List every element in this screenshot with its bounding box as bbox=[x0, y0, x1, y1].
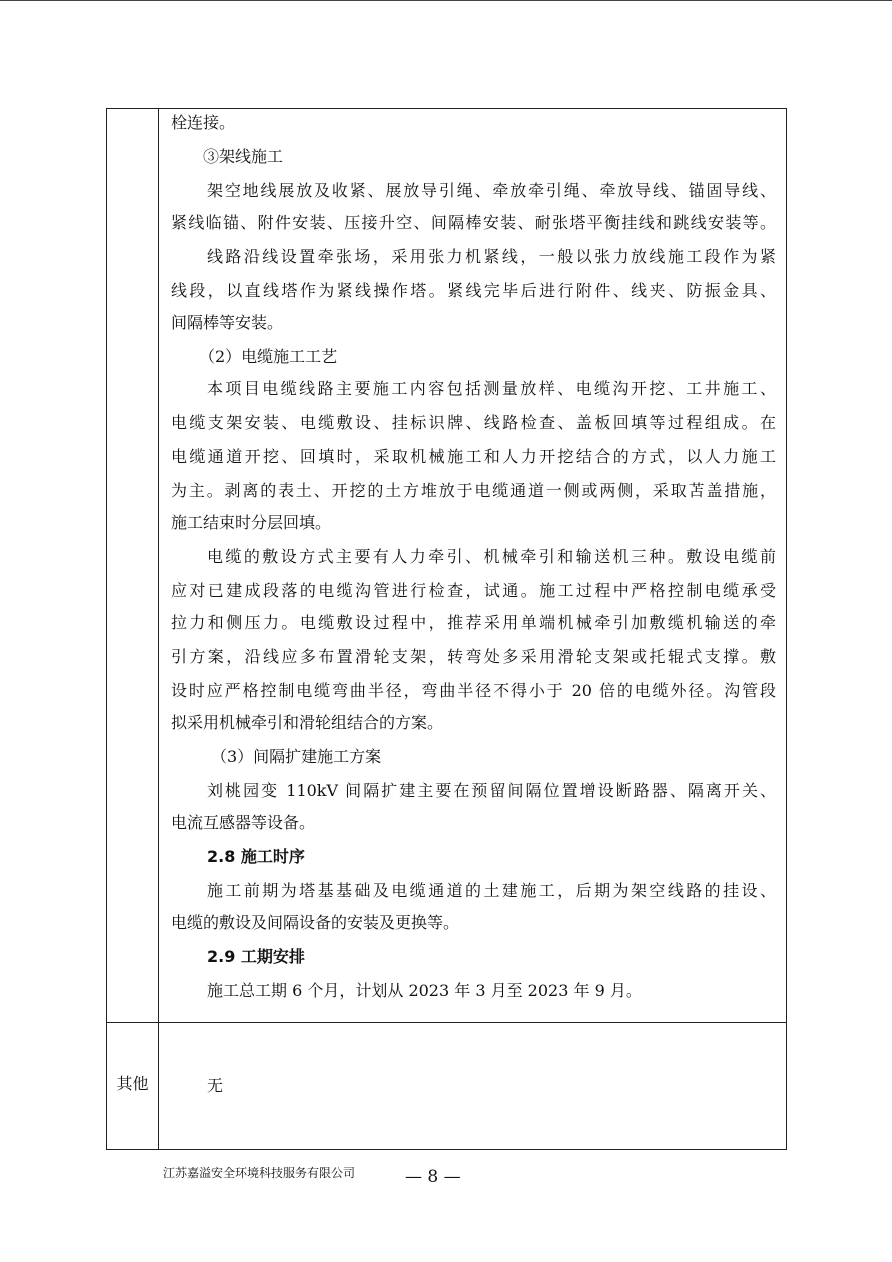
section-heading: （3）间隔扩建施工方案 bbox=[211, 747, 382, 766]
text-line: 电流互感器等设备。 bbox=[171, 813, 316, 832]
section-heading: （2）电缆施工工艺 bbox=[199, 347, 338, 366]
footer-company: 江苏嘉溢安全环境科技服务有限公司 bbox=[163, 1166, 356, 1180]
row-divider bbox=[107, 1022, 786, 1023]
text-line: 线路沿线设置牵张场，采用张力机紧线，一般以张力放线施工段作为紧 bbox=[207, 247, 776, 266]
text-line: 本项目电缆线路主要施工内容包括测量放样、电缆沟开挖、工井施工、 bbox=[207, 379, 776, 398]
text-line: 紧线临锚、附件安装、压接升空、间隔棒安装、耐张塔平衡挂线和跳线安装等。 bbox=[171, 213, 776, 232]
text-line: 间隔棒等安装。 bbox=[171, 313, 284, 332]
text-line: 引方案，沿线应多布置滑轮支架，转弯处多采用滑轮支架或托辊式支撑。敷 bbox=[171, 647, 776, 666]
text-line: 拉力和侧压力。电缆敷设过程中，推荐采用单端机械牵引加敷缆机输送的牵 bbox=[171, 613, 776, 632]
text-line: 架空地线展放及收紧、展放导引绳、牵放牵引绳、牵放导线、锚固导线、 bbox=[207, 181, 776, 200]
text-line: 施工前期为塔基基础及电缆通道的土建施工，后期为架空线路的挂设、 bbox=[207, 881, 776, 900]
text-line: 施工总工期 6 个月，计划从 2023 年 3 月至 2023 年 9 月。 bbox=[207, 981, 642, 1000]
text-line: 线段，以直线塔作为紧线操作塔。紧线完毕后进行附件、线夹、防振金具、 bbox=[171, 281, 776, 300]
text-line: 为主。剥离的表土、开挖的土方堆放于电缆通道一侧或两侧，采取苫盖措施， bbox=[171, 481, 776, 500]
text-line: 电缆通道开挖、回填时，采取机械施工和人力开挖结合的方式，以人力施工 bbox=[171, 447, 776, 466]
top-rule bbox=[0, 0, 892, 1]
text-line: 栓连接。 bbox=[171, 113, 236, 132]
other-value: 无 bbox=[207, 1076, 224, 1095]
other-label: 其他 bbox=[116, 1074, 149, 1093]
text-line: 电缆的敷设及间隔设备的安装及更换等。 bbox=[171, 913, 460, 932]
page-number: — 8 — bbox=[405, 1167, 461, 1187]
text-line: 电缆的敷设方式主要有人力牵引、机械牵引和输送机三种。敷设电缆前 bbox=[207, 547, 776, 566]
text-line: 刘桃园变 110kV 间隔扩建主要在预留间隔位置增设断路器、隔离开关、 bbox=[207, 781, 776, 800]
text-line: 施工结束时分层回填。 bbox=[171, 513, 332, 532]
text-line: ③架线施工 bbox=[203, 147, 284, 166]
text-line: 设时应严格控制电缆弯曲半径，弯曲半径不得小于 20 倍的电缆外径。沟管段 bbox=[171, 681, 776, 700]
column-divider bbox=[158, 109, 159, 1149]
content-table bbox=[106, 108, 787, 1150]
section-heading: 2.8 施工时序 bbox=[207, 847, 305, 866]
text-line: 电缆支架安装、电缆敷设、挂标识牌、线路检查、盖板回填等过程组成。在 bbox=[171, 413, 776, 432]
section-heading: 2.9 工期安排 bbox=[207, 947, 305, 966]
text-line: 应对已建成段落的电缆沟管进行检查，试通。施工过程中严格控制电缆承受 bbox=[171, 581, 776, 600]
text-line: 拟采用机械牵引和滑轮组结合的方案。 bbox=[171, 713, 444, 732]
